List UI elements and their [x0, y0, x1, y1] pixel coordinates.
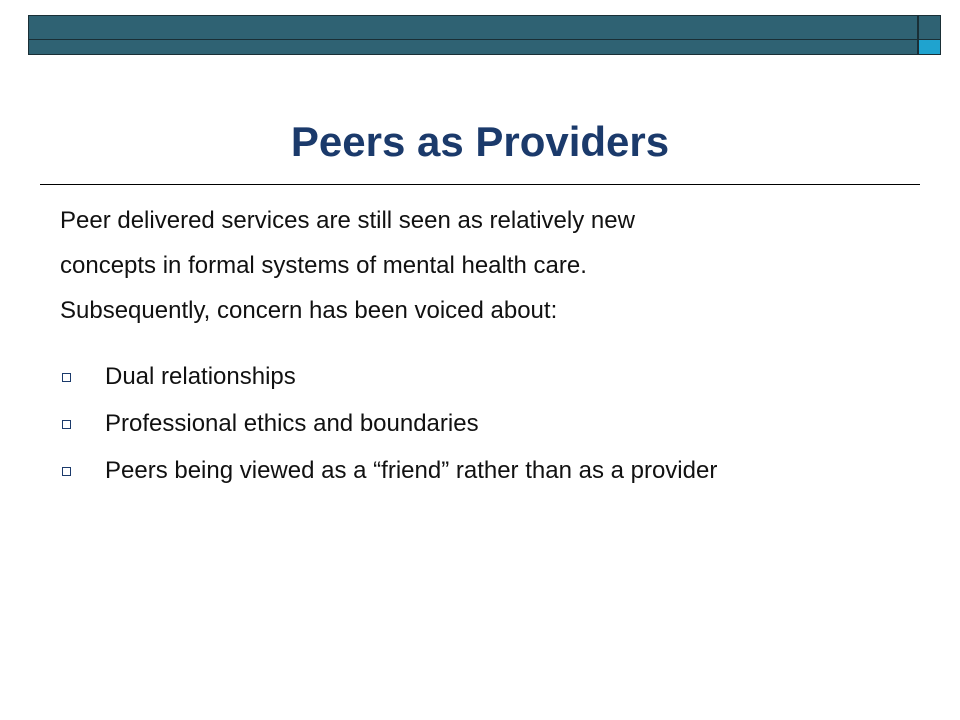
- header-corner-accent: [918, 40, 941, 55]
- bullet-item: [60, 362, 920, 391]
- bullet-text: Professional ethics and boundaries: [105, 410, 479, 437]
- header-bar-lower: [28, 40, 918, 55]
- hollow-square-icon: [62, 467, 71, 476]
- intro-line: Subsequently, concern has been voiced about:: [60, 297, 558, 324]
- intro-line: Peer delivered services are still seen as relatively new: [60, 207, 635, 234]
- header-corner-block: [918, 15, 941, 40]
- bullet-item: [60, 409, 920, 438]
- intro-line: concepts in formal systems of mental health care.: [60, 252, 587, 279]
- title-divider: [40, 184, 920, 185]
- bullet-text: Peers being viewed as a “friend” rather than as a provider: [105, 457, 718, 484]
- slide-title: Peers as Providers: [290, 118, 670, 165]
- bullet-list: [60, 362, 920, 503]
- bullet-text: Dual relationships: [105, 363, 296, 390]
- bullet-item: [60, 456, 920, 485]
- hollow-square-icon: [62, 420, 71, 429]
- intro-paragraph: [60, 198, 920, 333]
- header-bar: [28, 15, 918, 40]
- hollow-square-icon: [62, 373, 71, 382]
